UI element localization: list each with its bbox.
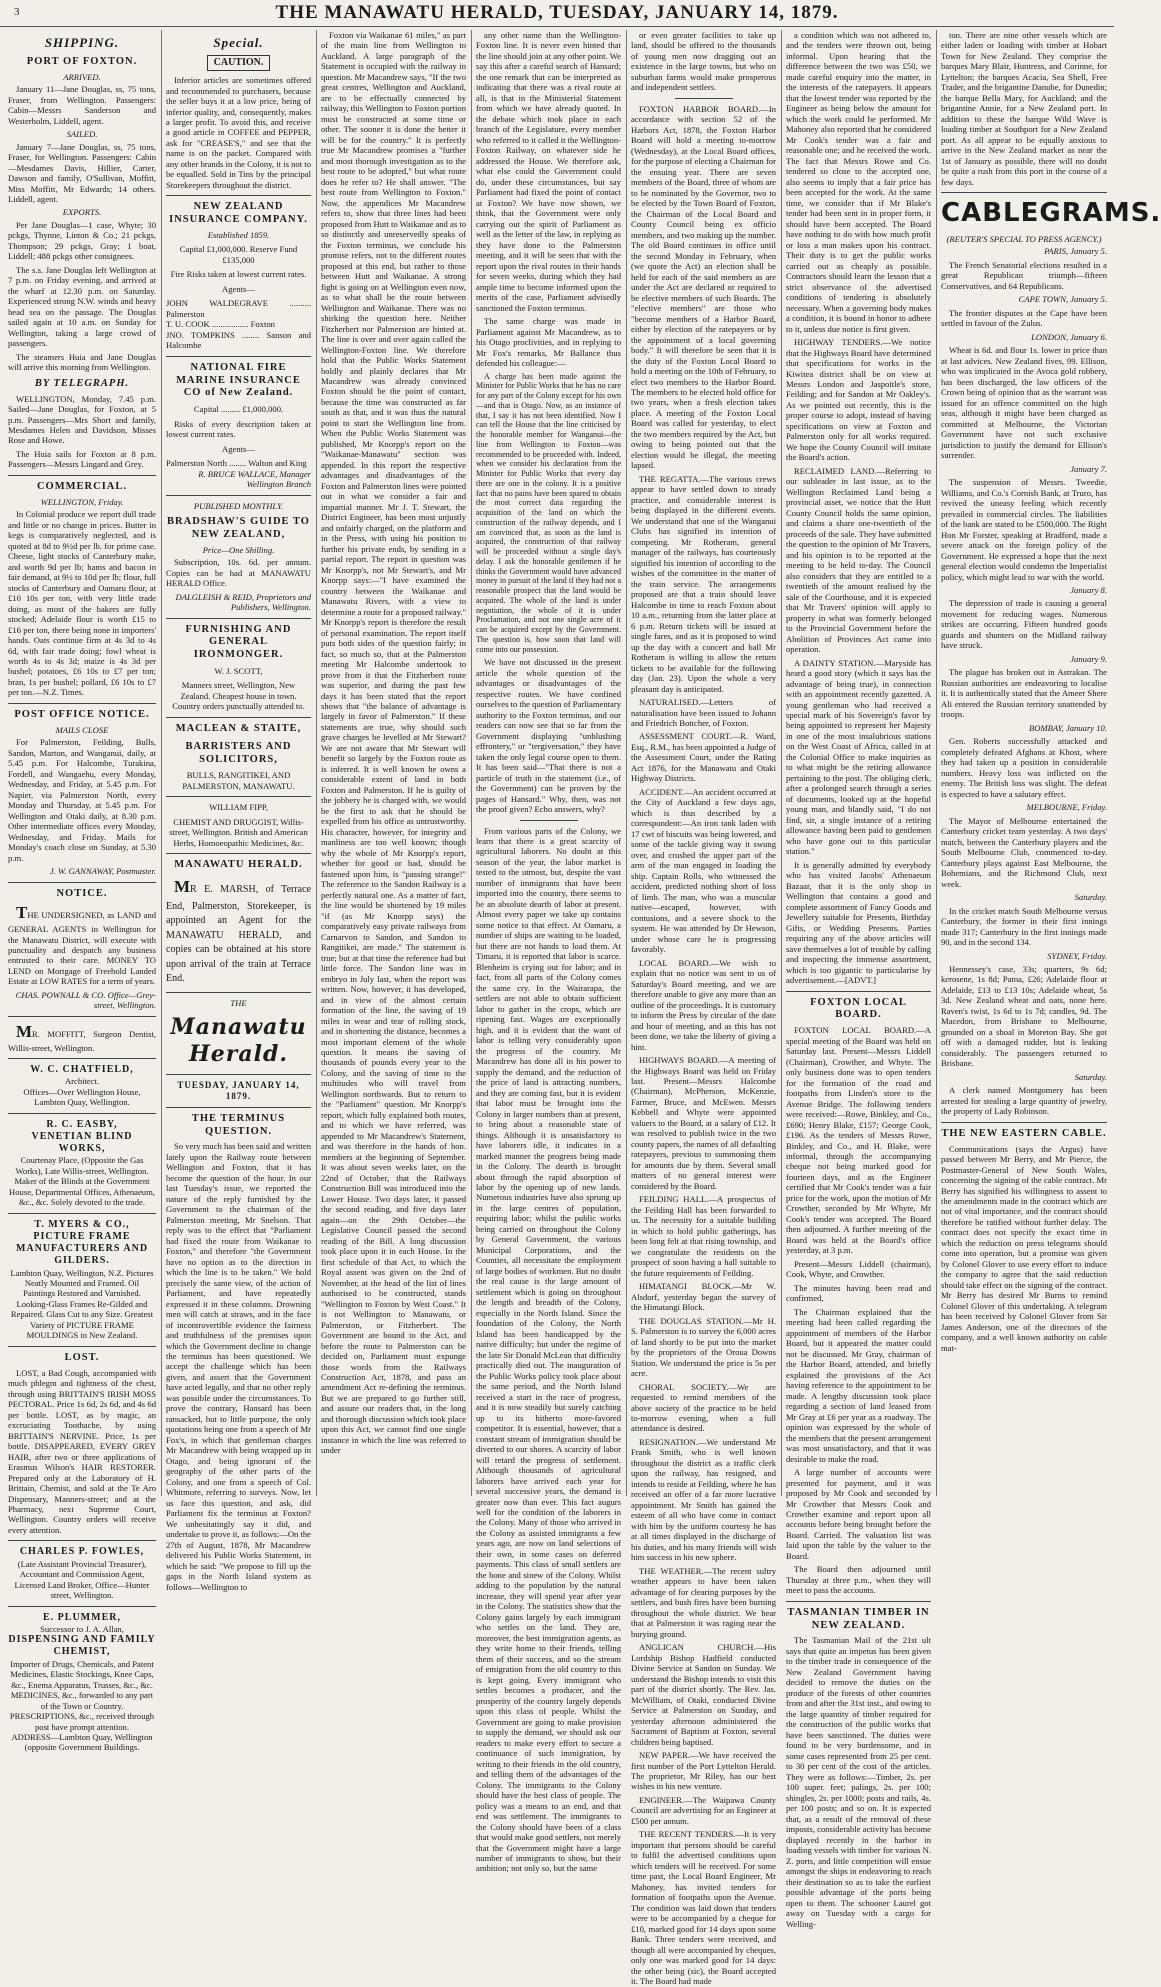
divider — [166, 356, 311, 357]
myers-ad — [8, 1219, 156, 1341]
bradshaw-heading: BRADSHAW'S GUIDE TO NEW ZEALAND, — [167, 516, 310, 540]
foxton-local-board-heading: FOXTON LOCAL BOARD. — [810, 996, 907, 1021]
divider — [166, 618, 311, 619]
shipping-heading: SHIPPING. — [44, 35, 120, 50]
scott-text: Manners street, Wellington, New Zealand. Cheapest house in town. Country orders punctually attended to. — [172, 680, 305, 712]
lost-text: LOST, a Bad Cough, accompanied with much phlegm and tightness of the chest, through using BRITTAIN'S IRISH MOSS PECTORAL. Price 1s 6d, 2s 6d, and 4s 6d per bottle. LOST, as by magic, an excruciating Toothache, by using BRITTAIN'S NERVINE. Price, 1s per bottle. DISAPPEARED, EVERY GREY HAIR, after two or three applications of Erasmus Wilson's HAIR RESTORER. Prepared only at the Laboratory of H. Brittain, Chemist, and sold at the Te Aro Dispensary, Manners-street; and at the Pharmacy, next Supreme Court, Wellington. Country orders will receive every attention. — [8, 1367, 156, 1535]
fowles-name: CHARLES P. FOWLES, — [19, 1546, 145, 1558]
divider — [166, 853, 311, 854]
plummer-name: E. PLUMMER, — [43, 1611, 121, 1623]
column-rule — [471, 30, 472, 1496]
local-news-item: ACCIDENT.—An accident occurred at the City of Auckland a few days ago, which is thus described by a correspondent:—An iron tank laden with 17 cwt of biscuits was being lowered, and some of the tackle giving way it swung over, and crushed the upper part of the arm of the man engaged in loading the ship. Captain Rolls, who witnessed the accident, predicted nothing short of loss of limb. The man, who was a muscular native—escaped, however, with contusions, and a severe shock to the system. He was attended by Dr Hewson, under whose care he is progressing favorably. — [631, 786, 776, 955]
myers-heading: PICTURE FRAME MANUFACTURERS AND GILDERS. — [15, 1230, 149, 1267]
commercial-heading: COMMERCIAL. — [36, 480, 128, 492]
easby-text: Courtenay Place, (Opposite the Gas Works), Late Willis-street, Wellington. Maker of the Blinds at the Government House, Departmental Offices, Athenaeum, &c., &c. Solely devoted to the trade. — [9, 1155, 155, 1208]
scott-name: W. J. SCOTT, — [214, 665, 263, 676]
advertisement-item: It is generally admitted by everybody who has visited Jacobs' Athenaeum Bazaar, that it is the only shop in Wellington that contains a good and complete assortment of Fancy Goods and Jewellery suitable for Presents, Birthday Gifts, or Wedding Presents. Parties requiring any of the above articles will save themselves a lot of trouble by calling and inspecting the immense assortment, which is too gigantic to particularise by advertisement.—[ADVT.] — [786, 859, 931, 986]
cable-item: The suspension of Messrs. Tweedie, Williams, and Co.'s Cornish Bank, at Truro, has revived the uneasy feeling which recently prevailed in commercial circles. The liabilities of the bank are stated to be £500,000. The Right Hon Mr Forster, speaking at Bradford, made a severe attack on the foreign policy of the Government. He expressed a hope that the next general election would condemn the Imperialist policy, which might lead to war with the world. — [941, 477, 1107, 582]
local-news-item: ENGINEER.—The Waipawa County Council are advertising for an Engineer at £500 per annum. — [631, 1794, 776, 1826]
local-news-item: HIMATANGI BLOCK.—Mr W. Alsdorf, yesterday began the survey of the Himatangi Block. — [631, 1281, 776, 1313]
cable-dateline: PARIS, January 5. — [1044, 246, 1107, 257]
marsh-agent-ad: MR E. MARSH, of Terrace End, Palmerston, Storekeeper, is appointed an Agent for the MANAWATU HERALD, and copies can be obtained at his store upon arrival of the train at Terrace End. — [166, 877, 311, 985]
myers-text: Lambton Quay, Wellington, N.Z. Pictures Neatly Mounted and Framed. Oil Paintings Restored and Varnished. Looking-Glass Frames Re-Gilded and Repaired. Glass Cut to any Size. Greatest Variety of PICTURE FRAME MOULDINGS in New Zealand. — [10, 1267, 154, 1341]
caution-text: Inferior articles are sometimes offered and recommended to purchasers, because the seller buys it at a low price, being of inferior quality, and, consequently, makes a larger profit. To avoid this, and receive a good article in COFFEE and PEPPER, ask for "CREASE'S," and see that the name is on the packet. Compared with any other brands in the Colony, it is not to be equalled. Sold in Tins by the principal Storekeepers throughout the district. — [166, 75, 311, 190]
eastern-cable-text: Communications (says the Argus) have passed between Mr Berry, and Mr Pierce, the Postmaster-General of New South Wales, concerning the signing of the cable contract. Mr Berry has signified his willingness to assent to the amendments made in the contract which are not of vital importance, and the contract should therefore be ratified without further delay. The contract does not specify the exact time in which the reduction on press telegrams should come into operation, but a promise was given by Colonel Glover to use every effort to induce the company to agree that the said reduction should take effect on the signing of the contract. Mr Berry has desired Mr Burns to remind Colonel Glover of this undertaking. A telegram has been received by Colonel Glover from Sir James Anderson, one of the directors of the company, and a well known authority on cable mat- — [941, 1143, 1107, 1353]
terminus-paragraph: any other name than the Wellington-Foxton line. It is never even hinted that the line should join at any other point. We say this after a careful search of Hansard; the one remark that can be interpreted as indicating that there was a rival route at all, is that in the Ministerial Statement from which we have already quoted. In the debate which took place in each branch of the Legislature, every member who referred to it called it the Wellington-Foxton Railway, on whatever side he addressed the House. We therefore ask, what else could the Government could do, under these circumstances, but say Parliament had fixed the point of contact at Foxton? We have now shown, we think, that the Government were only carrying out the spirit of Parliament as well as the letter of the law, in replying as they have done to the Palmerston meeting, and it will be seen that with the report upon the rival routes in their hands for seven weeks, during which they had ample time to become informed upon the merits of the case, Parliament advisedly sanctioned the Foxton terminus. — [476, 30, 621, 313]
cable-item: Wheat is 6d. and flour 1s. lower in price than at last advices. New Zealand fives, 99. Ellison, who was implicated in the Avoca gold robbery, has been discharged, the law officers of the Crown being of opinion that as the warrant was issued for an offence committed on the high seas, although it might have been charged as committed at Melbourne, the Victorian Government have not such exclusive jurisdiction to justify the demand for Ellison's surrender. — [941, 345, 1107, 461]
local-news-item: THE REGATTA.—The various crews appear to have settled down to steady practice, and considerable interest is being displayed in the different events. We understand that one of the Wanganui Clubs has signified its intention of competing. Mr Rotheram, general manager of the railways, has courteously signified his intention of according to the wishes of the committee in the matter of the train service. The arrangements proposed are that a train should leave Halcombe in time to reach Foxton about 10 a.m., returning from the latter place at 6 p.m. Return tickets will be issued at single fares, and as it is proposed to wind up the day with a concert and ball Mr Rotheram is willing to allow the return tickets to be available for the following day (Jan. 23). Upon the whole a very pleasant day is anticipated. — [631, 473, 776, 694]
local-news-item: LOCAL BOARD.—We wish to explain that no notice was sent to us of Saturday's Board meeting, and we are therefore unable to give any more than an outline of the proceedings. It is customary to inform the Press by circular of the date and hour of meeting, and as this has not been done, we take the liberty of giving a hint. — [631, 957, 776, 1052]
exports-label: EXPORTS. — [62, 207, 102, 218]
local-news-item: NATURALISED.—Letters of naturalisation have been issued to Johann and Friedrich Bottcher, of Foxton. — [631, 697, 776, 728]
herald-heading: MANAWATU HERALD. — [174, 859, 303, 871]
notice-text: THE UNDERSIGNED, as LAND and GENERAL AGENTS in Wellington for the Manawatu District, will execute with punctuality and despatch any business entrusted to their care. MONEY TO LEND on Mortgage of Freehold Landed Estate at LOW RATES for a term of years. — [8, 903, 156, 987]
divider — [166, 796, 311, 797]
exports-text: Per Jane Douglas—1 case, Whyte; 30 pckgs, Thynne, Linton & Co.; 21 pckgs, Thompson; 29 pckgs, Gray; 1 boat, Liddell; 488 pckgs other consignees. — [8, 219, 156, 262]
divider — [166, 495, 311, 496]
notice-heading: NOTICE. — [56, 887, 108, 899]
column-3 — [321, 30, 466, 1496]
nz-insurance-capital: Capital £1,000,000. Reserve Fund £135,000 — [179, 244, 298, 265]
cable-dateline: January 7. — [1070, 463, 1107, 474]
masthead-title: THE MANAWATU HERALD, TUESDAY, JANUARY 14, 1879. — [275, 2, 839, 23]
divider — [8, 703, 156, 704]
local-news-item: a condition which was not adhered to, and the tenders were thrown out, being informal. Upon hearing that the difference between the two was £50, we made careful enquiry into the matter, in the interests of the ratepayers. It appears that the lowest tender was reported by the Engineer as being below the amount for which the work could be performed. Mr Mahoney also reported that he considered Mr Cook's tender was a fair and reasonable one; and he received the work. The fact that Messrs Rowe and Co. tendered so close to the accepted one, also seems to imply that a fair price has been accepted for the work. At the same time, we consider that if Mr Blake's tender had been sent in in proper form, it should have been accepted. The Board have nothing to do with how much profit or loss a man makes upon his contract. Their duty is to get the public works carried out as cheaply as possible. Contractors should learn the lesson that a strict observance of the advertised conditions of tendering is absolutely necessary. When a governing body makes a condition, it is bound in honor to adhere to it, unless due notice is first given. — [786, 30, 931, 334]
divider — [8, 1113, 156, 1114]
local-board-paragraph: Present—Messrs Liddell (chairman), Cook, Whyte, and Crowther. — [786, 1258, 931, 1280]
nz-insurance-agent: JOHN WALDEGRAVE .......... Palmerston — [166, 298, 311, 319]
port-heading: PORT OF FOXTON. — [26, 55, 138, 67]
cable-dateline: January 8. — [1070, 585, 1107, 595]
column-1 — [8, 30, 156, 1753]
divider — [675, 98, 733, 99]
paper-date: TUESDAY, JANUARY 14, 1879. — [177, 1079, 300, 1101]
notice-signature: CHAS. POWNALL & CO. Office—Grey-street, Wellington. — [15, 989, 156, 1011]
column-7 — [941, 30, 1161, 1496]
local-news-item: ASSESSMENT COURT.—R. Ward, Esq., R.M., has been appointed a Judge of the Assessment Court, under the Rating Act 1876, for the Manawatu and Otaki Highway Districts. — [631, 731, 776, 784]
cable-item: The depression of trade is causing a general movement for reducing wages. Numerous strikes are occurring. Fifteen hundred goods guards and shunters on the Midland railway have struck. — [941, 598, 1107, 651]
commercial-dateline: WELLINGTON, Friday. — [40, 496, 124, 507]
divider — [166, 717, 311, 718]
mails-close-label: MAILS CLOSE — [55, 724, 109, 735]
postmaster-signature: J. W. GANNAWAY, Postmaster. — [49, 866, 156, 877]
local-news-item: CHORAL SOCIETY.—We are requested to remind members of the above society of the practice to be held to-morrow evening, when a full attendance is desired. — [631, 1381, 776, 1434]
cable-dateline: Saturday. — [1074, 892, 1107, 903]
divider — [941, 1122, 1107, 1123]
arrived-text: January 11—Jane Douglas, ss, 75 tons, Fraser, from Wellington. Passengers: Cabin—Messrs Sanderson and Westerholm, Liddell, agent. — [8, 84, 156, 126]
national-fire-text: Risks of every description taken at lowest current rates. — [166, 418, 311, 440]
terminus-paragraph: We have not discussed in the present article the whole question of the advantages or disadvantages of the respective routes. We have confined ourselves to the question of Parliamentary authority to the Foxton terminus, and our readers can now see that so far from the Government displaying "unblushing effrontery," or "tergiversation," they have taken the only legal course open to them. It has been said—"That there is not a particle of truth in the statement (i.e., of the Government) can be proven by the pages of Hansard." Why, then, was not the proof given? Echo answers, why? — [476, 657, 621, 815]
divider — [8, 475, 156, 476]
local-board-paragraph: A large number of accounts were presented for payment, and it was proposed by Mr Cook and seconded by Mr Crowther that Messrs Cook and Crowther examine and report upon all accounts before being brought before the Board. Carried. The valuation list was laid upon the table by the valuer to the Board. — [786, 1467, 931, 1561]
easby-ad — [8, 1119, 156, 1208]
national-fire-agent: Palmerston North ........ Walton and King — [166, 458, 307, 469]
cablegrams-source: (REUTER'S SPECIAL TO PRESS AGENCY.) — [946, 233, 1102, 244]
column-rule — [316, 30, 317, 1496]
national-fire-heading: NATIONAL FIRE MARINE INSURANCE CO of New Zealand. — [176, 361, 301, 399]
moffitt-ad: MR. MOFFITT, Surgeon Dentist, Willis-street, Wellington. — [8, 1021, 156, 1053]
masthead — [0, 0, 1114, 27]
local-news-item: THE RECENT TENDERS.—It is very important that persons should be careful to fulfil the advertised conditions upon which tenders will be received. For some time past, the Local Board Engineer, Mr Mahoney, has invited tenders for formation of footpaths upon the Avenue. The condition was laid down that tenders were to be accompanied by a cheque for £10, marked good for 14 days upon some Bank. Three tenders were received, and though all were accompanied by cheques, only one was marked good for 14 days: the other being (sic), the Board accepted it. The Board had made — [631, 1829, 776, 1987]
column-4 — [476, 30, 621, 1874]
terminus-paragraph: The same charge was made in Parliament against Mr Macandrew, as to his Otago proclivities, and in replying to Mr Fox's remarks, Mr Ballance thus defended his colleague:— — [476, 316, 621, 369]
local-news-item: THE WEATHER.—The recent sultry weather appears to have been taken advantage of for clearing purposes by the settlers, and bush fires have been burning throughout the whole district. We hear that at Palmerston it was raging near the burying ground. — [631, 1565, 776, 1639]
local-news-item: HIGHWAYS BOARD.—A meeting of the Highways Board was held on Friday last. Present—Messrs Halcombe (Chairman), McPherson, McKenzie, Farmer, Bruce, and McEwen. Messrs Kebbell and Whyte were appointed valuers to the Board, at a salary of £12. It was resolved to publish twice in the two county papers, the names of all defaulting ratepayers, previous to summoning them for amounts due by them. Several small matters of no general interest were considered by the Board. — [631, 1055, 776, 1191]
column-rule — [161, 30, 162, 1496]
local-news-item: RECLAIMED LAND.—Referring to our subleader in last issue, as to the Wellington Reclaimed Land being a provincial asset, we notice that the Hutt County Council holds the same opinion, and claims a share one-twentieth of the proceeds of the sale. They have submitted the question to the opinion of Mr Travers, and his opinion is to be reported at the meeting to be held to-day. The Council also considers that they are entitled to a twentieth of the amount realised by the sale of the Courthouse, and it is expected that Mr Travers' opinion will apply to property in what was formerly belonged to the Provincial Government before the Abolition of Provinces Act came into operation. — [786, 465, 931, 655]
cable-item: The frontier disputes at the Cape have been settled in favour of the Zulus. — [941, 307, 1107, 329]
bradshaw-signature: DALGLEISH & REID, Proprietors and Publishers, Wellington. — [175, 591, 311, 613]
national-fire-agents: Agents— — [222, 443, 255, 454]
column-rule — [936, 30, 937, 1496]
staite-text: BULLS, RANGITIKEI, AND PALMERSTON, MANAWATU. — [182, 770, 295, 791]
bradshaw-text: Subscription, 10s. 6d. per annum. Copies can be had at MANAWATU HERALD Office. — [166, 557, 311, 589]
tasmanian-timber-continued: ton. There are nine other vessels which are either laden or loading with timber at Hobart Town for New Zealand. They comprise the barques Mary Blair, Huntress, and Corinne, for Lyttelton; the barques Acacia, Sea Shell, Free Trader, and the brigantine Danube, for Dunedin; the barque Bella Mary, for Auckland; and the brigantine Annie, for a New Zealand port. In addition to these the barque Wild Wave is loading timber at Southport for a New Zealand port. As all appear to be equally anxious to arrive in the New Zealand market as near the 1st of January as possible, there will no doubt be quite a rush from this port in the course of a few days. — [941, 30, 1107, 187]
local-news-item: FOXTON HARBOR BOARD.—In accordance with section 52 of the Harbors Act, 1878, the Foxton Harbor Board will hold a meeting to-morrow (Wednesday), at the Local Board offices, for the purpose of electing a Chairman for the ensuing year. There are seven members of the Board, three of whom are to be nominated by the Governor, two to be elected by the Town Board of Foxton, the Chairman of the Local Board and County Council being ex officio members, and two making up the number. The old Board continues in office until the second Monday in February, when (we quote the Act) an election shall be held for each of the said members as are under the Act are declared or required to be elective members of such Boards. The "elective members" are those who "become members of a Harbor Board, either by election of the ratepayers or by the appointment of a local governing body." It will therefore be seen that it is the duty of the Foxton Local Board to hold a meeting on the 10th of February, to elect two members to the Harbor Board. The members to be elected hold office for two years, when a fresh election takes place. A meeting of the Foxton Local Board was called for yesterday, to elect the two members required by the Act, but owing to being pointed out that the election would be illegal, the meeting lapsed. — [631, 103, 776, 471]
special-heading: Special. — [213, 35, 264, 50]
divider — [8, 1346, 156, 1347]
column-5 — [631, 30, 776, 1987]
cable-item: In the cricket match South Melbourne versus Canterbury, the former in their first innings made 317; Canterbury in the first innings made 90, and in the second 134. — [941, 905, 1107, 948]
divider — [166, 1107, 311, 1108]
plummer-address: ADDRESS—Lambton Quay, Wellington (opposite Government Buildings. — [11, 1732, 153, 1753]
staite-heading: MACLEAN & STAITE, — [175, 722, 302, 734]
divider — [8, 1016, 156, 1017]
the-label: THE — [230, 997, 247, 1008]
chatfield-text: Offices—Over Wellington House, Lambton Quay, Wellington. — [23, 1086, 141, 1108]
divider — [8, 1606, 156, 1607]
local-news-item: NEW PAPER.—We have received the first number of the Port Lyttelton Herald. The proprietor, Mr Riley, has our best wishes in his new venture. — [631, 1750, 776, 1792]
plummer-text: Importer of Drugs, Chemicals, and Patent Medicines, Elastic Stockings, Knee Caps, &c., Enema Apparatus, Trusses, &c., &c. MEDICINES, &c., forwarded to any part of the Town or Country. PRESCRIPTIONS, &c., received through post have prompt attention. — [9, 1658, 155, 1732]
fipp-text: CHEMIST AND DRUGGIST, Willis-street, Wellington. British and American Herbs, Homoeopathic Medicines, &c. — [169, 816, 308, 848]
myers-name: T. MYERS & CO., — [34, 1218, 130, 1230]
cable-dateline: MELBOURNE, Friday. — [1026, 802, 1107, 813]
bradshaw-published: PUBLISHED MONTHLY. — [193, 500, 284, 511]
easby-heading: VENETIAN BLIND WORKS, — [31, 1130, 133, 1155]
column-rule — [626, 30, 627, 1496]
local-news-item: A DAINTY STATION.—Maryside has heard a good story (which it says has the advantage of being true), in connection with an appointment recently gazetted. A young gentleman who had received a special mark of his Sovereign's favor by being appointed to represent her Majesty in one of the most insalubrious stations on the West Coast of Africa, called in at the Colonial Office to make inquiries as to what might be the retiring allowance pertaining to the post. The obliging clerk, after a prolonged search through a series of documents, looked up at the hopeful young man, and blandly said, "I do not find, sir, a single instance of a retiring allowance having been paid to gentlemen who have gone out to this particular station." — [786, 657, 931, 857]
national-fire-signature: R. BRUCE WALLACE, Manager Wellington Branch — [198, 468, 311, 490]
local-board-paragraph: The Chairman explained that the meeting had been called regarding the appointment of members of the Harbor Board, but it appeared the matter could not be discussed. Mr Gray, chairman of the Harbor Board, attended, and briefly explained the provisions of the Act having reference to the appointment to be made. A lengthy discussion took place regarding a section of land leased from Mr Gray at £6 per year as a roadway. The opinion was expressed by the whole of the members that the present arrangement was most unsatisfactory, and that it was desirable to make the road. — [786, 1306, 931, 1464]
column-6 — [786, 30, 931, 1929]
plummer-sub: Successor to J. A. Allan, — [40, 1623, 124, 1634]
divider — [786, 991, 931, 992]
labor-article: From various parts of the Colony, we learn that there is a great scarcity of agricultural laborers. No doubt at this season of the year, the labor market is tested to the utmost, but, despite the vast number of immigrants that have been imported into the country, there seems to be an absolute dearth of labor at present. Almost every paper we take up contains some notice to that effect. At Oamaru, a number of ships are waiting to be loaded, but there are not hands to load them. At Timaru, it is reported that labor is scarce. Blenheim is crying out for labor; and in fact, from all parts of the Colony comes the same cry. In the Wairarapa, the settlers are not able to obtain sufficient labor to gather in the crops, which are ripening fast. Wages are exceptionally high, and it is evident that the want of labor is telling very considerably upon the progress of the country. Mr Macandrew has done all in his power to supply the demand, and the reduction of the price of land is attracting numbers, and they are coming fast, but it is evident that labor must be brought into the Colony in larger numbers than at present, to bring about a reasonable state of things. Although it is unsatisfactory to have laborers idle, it indicates in a marked manner the progress being made in the Colony. The dearth is brought about through the rapid absorption of labor by the opening up of new lands. Numerous industries have also sprung up in the large centres of population, requiring labor; whilst the public works being carried on throughout the Colony by General Government, the various Municipal Corporations, and the Counties, all necessitate the employment of large bodies of workmen. But no doubt the real cause is the large amount of settlement which is going on throughout the length and breadth of the Colony, especially in the North Island. Since the foundation of the Colony, the North Island has been handicapped by the native difficulty; but under the regime of the late Sir Donald McLean that difficulty practically died out. The inauguration of the Public Works policy took place about the same period, and the North Island received a start in the race of progress, and it is now steadily but surely catching up to its hitherto more-favored competitor. It is essential, however, that a constant stream of immigration should be diverted to our shores. A scarcity of labor will retard the progress of settlement. Although thousands of agricultural laborers have arrived each year for several successive years, the demand is greater now than ever. This fact augurs well for the condition of the laborers in the Colony. Many of those who arrived in the Colony as assisted immigrants a few years ago, are now on land selections of their own, in some cases on deferred payments. This class of small settlers are the bone and sinew of the Colony. Whilst adding to the population by the natural increase, they will spend year after year in the Colony. The statistics show that the Colony gains largely by each immigrant who settles on the land. They are, moreover, the best immigration agents, as they write home to their friends, telling them of their success, and so the stream of emigration from the old country to this is kept going. Every immigrant who settles becomes a producer, and the prosperity of the country largely depends upon this class of people. Whilst the Government are going to make provision to supply the demand, we should ask our readers to make every effort to secure a continuance of such immigration, by writing to their friends in the old country, and telling them of the advantages of the Colony. The immigrants to the Colony should have the best class of people. The policy was a means to an end, and that end was settlement. The immigrants to the Colony should have been of a class that would make good settlers, not merely that the Government might have a large number of immigrants to show, but their ambition; not only so, but the same — [476, 825, 621, 1874]
cable-dateline: Saturday. — [1074, 1071, 1107, 1082]
chatfield-ad — [8, 1064, 156, 1108]
cable-dateline: January 9. — [1070, 653, 1107, 664]
cable-item: Gen. Roberts successfully attacked and completely defeated Afghans at Khost, where they had taken up a position in considerable numbers. Heavy loss was inflicted on the enemy. The British loss was slight. The defeat is expected to have a salutary effect. — [941, 736, 1107, 799]
newspaper-title: Manawatu Herald. — [170, 1014, 307, 1067]
divider — [166, 195, 311, 196]
nz-insurance-agent: JNO. TOMPKINS ........ Sanson and Halcombe — [166, 329, 311, 351]
cablegrams-heading: CABLEGRAMS. — [941, 198, 1161, 229]
local-news-item: THE DOUGLAS STATION.—Mr H. S. Palmerston is to survey the 6,000 acres of land shortly to be put into the market by the proprietors of the Oroua Downs Station. We understand the price is 5s per acre. — [631, 1315, 776, 1379]
cable-dateline: BOMBAY, January 10. — [1029, 722, 1107, 733]
post-office-heading: POST OFFICE NOTICE. — [14, 708, 150, 720]
local-news-item: HIGHWAY TENDERS.—We notice that the Highways Board have determined that specifications for works in the Kiwitea district shall be on view at Messrs London and Jaspoitle's store, Feilding; and for Sandon at Mr Oakley's. As we pointed out recently, this is the proper course to adopt, instead of having specifications on view at Foxton and Palmerston only for all works required. We hope the County Council will imitate the Board's action. — [786, 337, 931, 463]
steamers-news: The steamers Huia and Jane Douglas will arrive this morning from Wellington. — [8, 351, 156, 373]
plummer-heading: DISPENSING AND FAMILY CHEMIST, — [8, 1634, 156, 1658]
commercial-text: In Colonial produce we report dull trade and little or no change in prices. Butter in kegs is comparatively neglected, and is quoted at 8d to 9½d per lb. for prime case. Cheese, light stocks of Canterbury make, and worth 9d per lb; hams and bacon in fair demand, at 9½ to 10d per lb; flour, full stocks of Canterbury and Oamaru flour, at £10 10s per ton, with very little trade doing, as most of the bakers are fully stocked; Adelaide flour is worth £15 to £16 per ton, there being none in importers' hands. Oats continue firm at 4s 3d to 4s 6d, with fair trade doing; fowl wheat is worth 4s to 4s 3d; maize is 4s 3d per bushel; potatoes, £6 10s to £7 per ton; bran, 1s per bushel; pollard, £6 10s to £7 per ton.—N.Z. Times. — [8, 509, 156, 698]
divider — [8, 882, 156, 883]
bradshaw-price: Price—One Shilling. — [202, 544, 275, 555]
divider — [166, 992, 311, 993]
ballance-quote: A charge has been made against the Minister for Public Works that he has no care for any part of the Colony except for his own—and that is Otago. Now, as an instance of that, I say it has not been identified. Now I can tell the House that the line criticised by the honorable member for Wanganui—the line from Wellington to Foxton—was recommended to be proceeded with. Indeed, when we consider his declaration from the Minister for Public Works that every day there are one in the colony. It is a positive fact that no pains have been spared to obtain the most correct data regarding the acquisition of the land on which the construction of the railway depends, and I am convinced that, as soon as the land is acquired, the construction of that railway will be proceeded without a single day's delay. I ask the honorable gentlemen if he thinks the Government would have advanced money in pursuit of the land if they had not a reasonable prospect that the land would be acquired. The whole of the land is under negotiation, the whole of it is under Proclamation, and not one single acre of it can be acquired except by the Government. The question is, how soon that land will come into our possession. — [476, 371, 621, 654]
cable-item: A clerk named Montgomery has been arrested for stealing a large quantity of jewelry, the property of Lady Robinson. — [941, 1085, 1107, 1117]
sailed-text: January 7—Jane Douglas, ss, 75 tons, Fraser, for Wellington. Passengers: Cabin—Mesdames Davis, Hillier, Carter, Dawson and family, O'Sullivan, Moffitt, Miss Moffitt, Mr Edwards; 14 others. Liddell, agent. — [8, 141, 156, 204]
huia-text: The Huia sails for Foxton at 8 p.m. Passengers—Messrs Lingard and Grey. — [8, 448, 156, 470]
telegraph-heading: BY TELEGRAPH. — [34, 377, 130, 389]
divider — [8, 1540, 156, 1541]
divider — [8, 1213, 156, 1214]
nz-insurance-heading: NEW ZEALAND INSURANCE COMPANY. — [169, 201, 308, 226]
cable-dateline: CAPE TOWN, January 5. — [1018, 294, 1107, 305]
cable-dateline: SYDNEY, Friday. — [1047, 950, 1107, 961]
fowles-ad — [8, 1546, 156, 1600]
nz-insurance-agents: Agents— — [222, 283, 255, 294]
divider — [786, 1601, 931, 1602]
column-2 — [166, 30, 311, 1592]
divider — [166, 1074, 311, 1075]
cable-dateline: LONDON, January 6. — [1031, 331, 1107, 342]
labor-article-end: or even greater facilities to take up land, should be offered to the thousands of young men now dragging out an existence in the large towns, but who on suburban farms would make prosperous and independent settlers. — [631, 30, 776, 93]
cable-item: The French Senatorial elections resulted in a great Republican triumph—fifteen Conservatives, and 64 Republicans. — [941, 259, 1107, 291]
page-number: 3 — [14, 6, 20, 18]
sailed-label: SAILED. — [66, 129, 98, 140]
nz-insurance-fire: Fire Risks taken at lowest current rates. — [170, 269, 307, 280]
caution-label: CAUTION. — [207, 55, 271, 71]
divider — [520, 820, 578, 821]
lost-heading: LOST. — [64, 1351, 100, 1363]
nz-insurance-agent: T. U. COOK ................. Foxton — [166, 319, 275, 330]
column-rule — [781, 30, 782, 1496]
staite-sub: BARRISTERS AND SOLICITORS, — [185, 740, 292, 765]
mails-text: For Palmerston, Feilding, Bulls, Sandon, Marton, and Wanganui, daily, at 5.45 p.m. For Halcombe, Turakina, Fordell, and Wangaehu, every Monday, Wednesday, and Friday, at 5.45 p.m. For Napier, via Palmerston North, every Monday and Thursday, at 5.45 p.m. For Wellington and Otaki daily, at 8.30 p.m. Other intermediate offices every Monday, Wednesday, and Friday. Mails for Monday's coach close on Sunday, at 5.30 p.m. — [8, 737, 156, 863]
terminus-heading: THE TERMINUS QUESTION. — [191, 1112, 286, 1137]
divider — [8, 1058, 156, 1059]
arrived-label: ARRIVED. — [63, 71, 101, 82]
cable-item: The plague has broken out in Astrakan. The Russian authorities are endeavoring to localise it. It is authentically stated that the Ameer Shere Ali entered the Russian territory unattended by troops. — [941, 667, 1107, 720]
local-news-item: RESIGNATION.—We understand Mr Frank Smith, who is well known throughout the district as a traffic clerk upon the railway, has resigned, and intends to reside at Feilding, where he has received an offer of a far more lucrative appointment. Mr Smith has gained the esteem of all who have come in contact with him by the uniform courtesy he has at all times displayed in the discharge of his duties, and his many friends will wish him success in his new sphere. — [631, 1436, 776, 1563]
divider — [941, 192, 1107, 193]
tasmanian-timber-text: The Tasmanian Mail of the 21st ult says that quite an impetus has been given to the timber trade in consequence of the New Zealand Government having decided to remove the duties on the produce of the forests of other countries from and after the 31st inst., and owing to the large quantity of timber required for the construction of the public works that have been sanctioned. The duties were found to be very burdensome, and in some cases represented from 25 per cent. to 30 per cent of the cost of the articles. They were as follows:—Timber, 2s. per 100 super. feet; palings, 2s. per 100; shingles, 2s. per 1000; posts and rails, 4s. per 100 posts; and so on. It is expected that, as a result of the removal of these imposts, considerable activity has become displayed recently in the harbor in loading vessels with timber for various N. Z. ports, and little competition will ensue amongst the ships in endeavoring to reach their destination so as to take the earliest possible advantage of the ports being open to them. The schooner Laurel got away on Tuesday with a cargo for Welling- — [786, 1635, 931, 1929]
fowles-text: (Late Assistant Provincial Treasurer), Accountant and Commission Agent, Licensed Land Broker, Office—Hunter street, Wellington. — [14, 1558, 150, 1601]
tasmanian-timber-heading: TASMANIAN TIMBER IN NEW ZEALAND. — [787, 1606, 930, 1631]
scott-heading: FURNISHING AND GENERAL IRONMONGER. — [185, 623, 292, 661]
cable-item: Hennessey's case, 33s; quarters, 9s 6d; kerosene, 1s 8d; Patna, £26; Adelaide flour at Adelaide, £13 to £13 10s; Adelaide wheat, 5s 3d. New Zealand wheat and oats, none here. Raven's twist, 1s 6d to 1s 7d; candles, 9d. The Macedon, from Brisbane to Melbourne, grounded on a shoal in Moreton Bay. She got off with a damaged rudder, but is leaking considerably. The passengers returned to Brisbane. — [941, 963, 1107, 1069]
local-board-paragraph: The Board then adjourned until Thursday at three p.m., when they will meet to pass the accounts. — [786, 1564, 931, 1596]
chatfield-name: W. C. CHATFIELD, — [30, 1064, 134, 1076]
eastern-cable-heading: THE NEW EASTERN CABLE. — [941, 1127, 1107, 1139]
nz-insurance-established: Established 1859. — [207, 229, 270, 240]
terminus-paragraph: So very much has been said and written lately upon the Railway route between Wellington and Foxton, that it has become the question of the hour. In our last Tuesday's issue, we reported the nature of the reply furnished by the Government to the chairman of the Palmerston meeting, Mr Snelson. That reply was to the effect that "Parliament had fixed the route from Waikanae to Foxton," and therefore "the Government have no option as to the direction in which the line is to be taken." We hold precisely the same view, of the action of Parliament, and have repeatedly expressed it in these columns. Drowning men will catch at straws, and in the face of incontrovertible evidence the fairness and truthfulness of the premises upon which the Government decline to change the terminus has been questioned. We accept the challenge which has been given, and assert that the Government have acted legally, and that no other reply was possible under the circumstances. To prove the contrary, Hansard has been ransacked, but to little purpose, the only quotations being one from a speech of Mr Fox's, in which that gentleman charges Mr Macandrew with being wrapped up in Otago, and being ignorant of the geography of the other parts of the Colony, and one from a speech of Col. Whitmore, referring to surveys. Now, let us face this question, and ask, did Parliament fix the terminus at Foxton? We unhesitatingly say it did, and undertake to prove it, as follows:—On the 27th of August, 1878, Mr Macandrew delivered his Public Works Statement, in which he said: "We propose to fill up the gaps in the North Island system as follows—Wellington to — [166, 1141, 311, 1592]
local-board-paragraph: The minutes having been read and confirmed, — [786, 1282, 931, 1304]
national-fire-capital: Capital ......... £1,000,000. — [193, 404, 284, 415]
shipping-news: The s.s. Jane Douglas left Wellington at 7 p.m. on Friday evening, and arrived at the wharf at 12.30 p.m. on Saturday. Experienced strong N.W. winds and heavy head sea on the passage. The Douglas sailed again at 10 a.m. on Sunday for Wellington, taking a large crowd of passengers. — [8, 264, 156, 349]
telegraph-text: WELLINGTON, Monday, 7.45 p.m. Sailed—Jane Douglas, for Foxton, at 5 p.m. Passengers—Mrs Short and family, Mesdames Helen and Davidson, Misses Rose and Howe. — [8, 393, 156, 446]
local-news-item: ANGLICAN CHURCH.—His Lordship Bishop Hadfield conducted Divine Service at Sandon on Sunday. We understand the Bishop intends to visit this part of the district shortly. The Rev. Jas. McWilliam, of Otaki, conducted Divine Service at Palmerston on Sunday, and yesterday afternoon administered the Sacrament of Baptism at Foxton, several children being baptised. — [631, 1642, 776, 1747]
cable-item: The Mayor of Melbourne entertained the Canterbury cricket team yesterday. A two days' match, between the Canterbury players and the South Melbourne Club, commenced to-day. Canterbury plays against East Melbourne, the Bohemians, and the Richmond Club, next week. — [941, 815, 1107, 889]
caution-ad — [166, 55, 311, 71]
plummer-ad — [8, 1612, 156, 1753]
terminus-continued: Foxton via Waikanae 61 miles," as part of the main line from Wellington to Auckland. A large paragraph of the Statement is occupied with the railway in question. Mr Macandrew says, "If the two great centres, Wellington and Auckland, are to be effectually connected by railway, this Wellington to Foxton portion must be constructed at some time or other. The sooner it is done the better it will be for the country." It is perfectly true Mr Macandrew promises a "further and most thorough investigation as to the best route to be adopted," but what route does he refer to? He shall answer. "The best route from Wellington to Foxton." Now, the appendices Mr Macandrew refers to, show that three lines had been proposed from Hutt to Waikanae and as to so distinctly and unreservedly speaks of the Foxton terminus, we conclude his promise refers, not to the different routes proposed at this end, but rather to those between Hutt and Waikanae. A strong fight is going on at Wellington even now, as to what shall be the route between Wellington and Waikanae. There was no shirking the question here. Neither Fitzherbert nor Palmerston are hinted at. The line is over and over again called the Wellington-Foxton line. We therefore hold that the Public Works Statement boldly and plainly declares that Mr Macandrew was already convinced Foxton should be the point of contact, because the time was constructed as far south as that, and it was thus the natural point to start the Wellington line from. When the Public Works Statement was published, Mr Knorpp's report on the "Waikanae-Manawatu" section was appended. In this report the respective advantages and disadvantages of the Foxton and Palmerston lines were pointed out in what we consider a fair and impartial manner. Mr J. T. Stewart, the District Engineer, has been most unjustly and unfairly charged, on the platform and in the Press, with using his position to further his private ends, by sending in a partial report. The report in question was Mr Knorpp's, not Mr Stewart's, and Mr Knorpp says:—"I have examined the country between the Waikanae and Manawatu Rivers, with a view to determine a route for a proposed railway." Mr Knorpp's report is therefore the result of personal examination. The report itself puts both sides of the question fairly; in fact, so much so, that at the Palmerston meeting Mr Halcombe undertook to prove from it that the Fitzherbert route was superior, and during the past few days it has been stated that the report shows that "the balance of advantage is largely in favor of Palmerston." If these statements are true, why should such grave charges be levelled at Mr Stewart? We are not aware that Mr Stewart will benefit so largely by the Foxton route as is inferred. It is well known he owns a considerable extent of land in both Foxton and Palmerston. If he is guilty of the jobbery he is charged with, we would be the first to ask that he should be expelled from his office as untrustworthy. His character, however, for integrity and manliness are too well known; though why the whole of Mr Knorpp's report, whether for good or bad, should be fastened upon him, is "passing strange!" The reference to the Sandon Railway is a perfectly natural one. As a matter of fact, the line would be shortened by 19 miles "if (as Mr Knorpp says) the comparatively easy private railways from Carnarvon to Sandon, and Sandon to Rangitikei, are made." The statement is true; but at that time the reference had but little force. The Sandon line was in embryo in July last, when the report was written. Now, however, it has developed, and in view of the almost certain formation of the line, the saving of 19 miles in wear and tear of rolling stock, and in shortening the distance, becomes a most important element of the whole question. It means the saving of thousands of pounds every year to the Colony, and the saving of time to the multitudes who will travel from Wellington northwards. But to return to the "Parliament" question. Mr Knorpp's report, which fully explained both routes, and to which we have referred, was appended to Mr Macandrew's Statement, and was therefore in the hands of hon. members at the beginning of September. It was about seven weeks later, on the 22nd of October, that the Railways Construction Bill was introduced into the Lower House. Two days later, it passed the second reading, and five days later again—on the 29th October—the Legislative Council passed the second reading of the Bill. A long discussion took place upon it in each House. In the first schedule of that Act, to which the Royal assent was given on the 2nd of November, at the head of the list of lines authorised to be constructed, stands "Wellington to Foxton by West Coast." It is not Wellington to Manawatu, or Palmerston, or Fitzherbert. The Government are bound to the Act, and before the route to Palmerston can be decided on, Parliament must expunge those words from the Railways Construction Act, 1878, and pass an amendment Act re-defining the terminus. But we are prepared to go further still, and assure our readers that, in the long and thorough discussion which took place upon this Act, we cannot find one single instance in which the line was referred to under — [321, 30, 466, 1456]
local-news-item: FEILDING HALL.—A prospectus of the Feilding Hall has been forwarded to us. The necessity for a suitable building in which to hold public gatherings, has been long felt at that rising township, and we congratulate the residents on the prospect of soon having a hall suitable to the future requirements of Feilding. — [631, 1194, 776, 1278]
easby-name: R. C. EASBY, — [46, 1118, 118, 1130]
local-board-paragraph: FOXTON LOCAL BOARD.—A special meeting of the Board was held on Saturday last. Present—Messrs Liddell (Chairman), Crowther, and Whyte. The only business done was to open tenders for the formation of the road and footpaths from Linden's store to the Avenue Bridge. The following tenders were received:—Rowe, Binkley, and Co., £690; Henry Blake, £157; George Cook, £196. As the tenders of Messrs Rowe, Binkley, and Co., and H. Blake, were informal, through the accompanying cheque not being marked good for fourteen days, and as the Engineer certified that Mr Cook's tender was a fair price for the work, upon the motion of Mr Crowther, seconded by Mr Whyte, Mr Cook's tender was accepted. The Board then adjourned. A further meeting of the Board was held at the Board's office yesterday, at 3 p.m. — [786, 1025, 931, 1256]
fipp-name: WILLIAM FIPP, — [209, 802, 268, 813]
chatfield-role: Architect. — [64, 1076, 100, 1087]
